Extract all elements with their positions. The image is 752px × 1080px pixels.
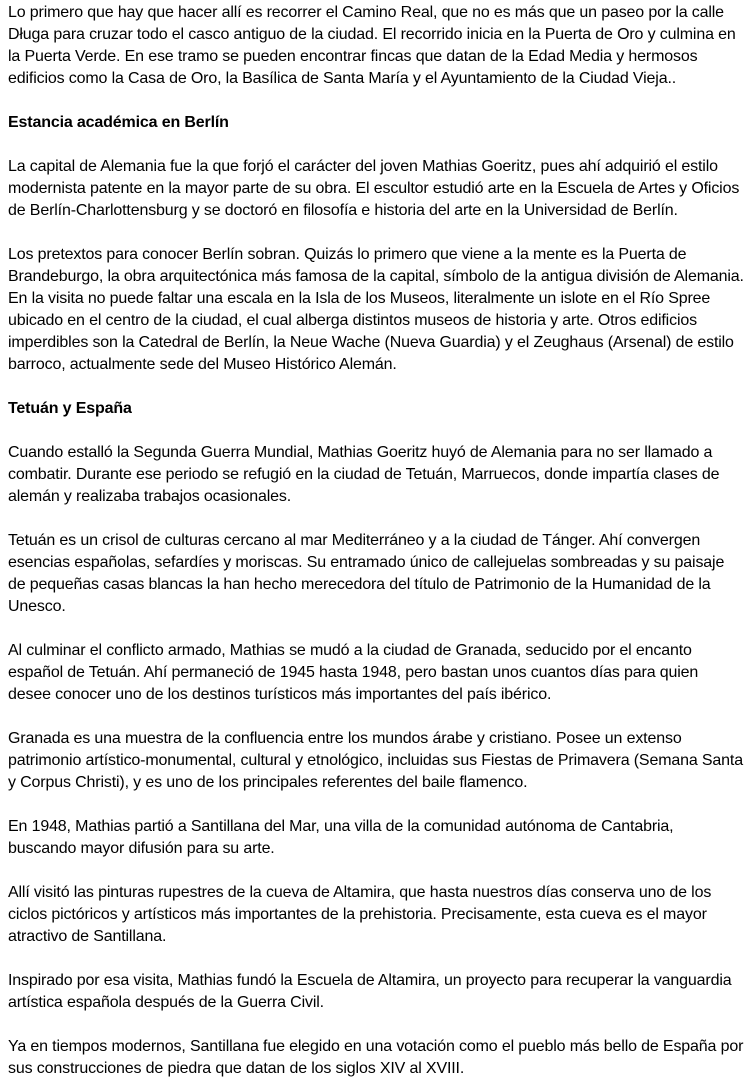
paragraph-segunda-guerra: Cuando estalló la Segunda Guerra Mundial, Mathias Goeritz huyó de Alemania para no ser llamado a combatir. Durante ese periodo se refugió en la ciudad de Tetuán, Marruecos, donde impartía clases de alemán y realizaba trabajos ocasionales. [8,444,720,505]
section-heading-berlin: Estancia académica en Berlín [8,114,229,131]
paragraph-pueblo-mas-bello: Ya en tiempos modernos, Santillana fue elegido en una votación como el pueblo más bello de España por sus construcciones de piedra que datan de los siglos XIV al XVIII. [8,1038,744,1077]
paragraph-santillana-1948: En 1948, Mathias partió a Santillana del Mar, una villa de la comunidad autónoma de Cantabria, buscando mayor difusión para su arte. [8,818,674,857]
paragraph-escuela-altamira: Inspirado por esa visita, Mathias fundó la Escuela de Altamira, un proyecto para recuperar la vanguardia artística española después de la Guerra Civil. [8,972,732,1011]
paragraph-granada-mudanza: Al culminar el conflicto armado, Mathias se mudó a la ciudad de Granada, seducido por el encanto español de Tetuán. Ahí permaneció de 1945 hasta 1948, pero bastan unos cuantos días para quien desee conocer uno de los destinos turísticos más importantes del país ibérico. [8,642,699,703]
paragraph-camino-real: Lo primero que hay que hacer allí es recorrer el Camino Real, que no es más que un paseo por la calle Długa para cruzar todo el casco antiguo de la ciudad. El recorrido inicia en la Puerta de Oro y culmina en la Puerta Verde. En ese tramo se pueden encontrar fincas que datan de la Edad Media y hermosos edificios como la Casa de Oro, la Basílica de Santa María y el Ayuntamiento de la Ciudad Vieja.. [8,4,736,87]
paragraph-tetuan-crisol: Tetuán es un crisol de culturas cercano al mar Mediterráneo y a la ciudad de Tánger. Ahí convergen esencias españolas, sefardíes y moriscas. Su entramado único de callejuelas sombreadas y su paisaje de pequeñas casas blancas la han hecho merecedora del título de Patrimonio de la Humanidad de la Unesco. [8,532,725,615]
paragraph-altamira-pinturas: Allí visitó las pinturas rupestres de la cueva de Altamira, que hasta nuestros días conserva uno de los ciclos pictóricos y artísticos más importantes de la prehistoria. Precisamente, esta cueva es el mayor atractivo de Santillana. [8,884,712,945]
paragraph-granada-confluencia: Granada es una muestra de la confluencia entre los mundos árabe y cristiano. Posee un extenso patrimonio artístico-monumental, cultural y etnológico, incluidas sus Fiestas de Primavera (Semana Santa y Corpus Christi), y es uno de los principales referentes del baile flamenco. [8,730,743,791]
paragraph-berlin-pretextos: Los pretextos para conocer Berlín sobran. Quizás lo primero que viene a la mente es la Puerta de Brandeburgo, la obra arquitectónica más famosa de la capital, símbolo de la antigua división de Alemania. En la visita no puede faltar una escala en la Isla de los Museos, literalmente un islote en el Río Spree ubicado en el centro de la ciudad, el cual alberga distintos museos de historia y arte. Otros edificios imperdibles son la Catedral de Berlín, la Neue Wache (Nueva Guardia) y el Zeughaus (Arsenal) de estilo barroco, actualmente sede del Museo Histórico Alemán. [8,246,744,373]
section-heading-tetuan: Tetuán y España [8,400,132,417]
paragraph-berlin-capital: La capital de Alemania fue la que forjó el carácter del joven Mathias Goeritz, pues ahí adquirió el estilo modernista patente en la mayor parte de su obra. El escultor estudió arte en la Escuela de Artes y Oficios de Berlín-Charlottensburg y se doctoró en filosofía e historia del arte en la Universidad de Berlín. [8,158,740,219]
